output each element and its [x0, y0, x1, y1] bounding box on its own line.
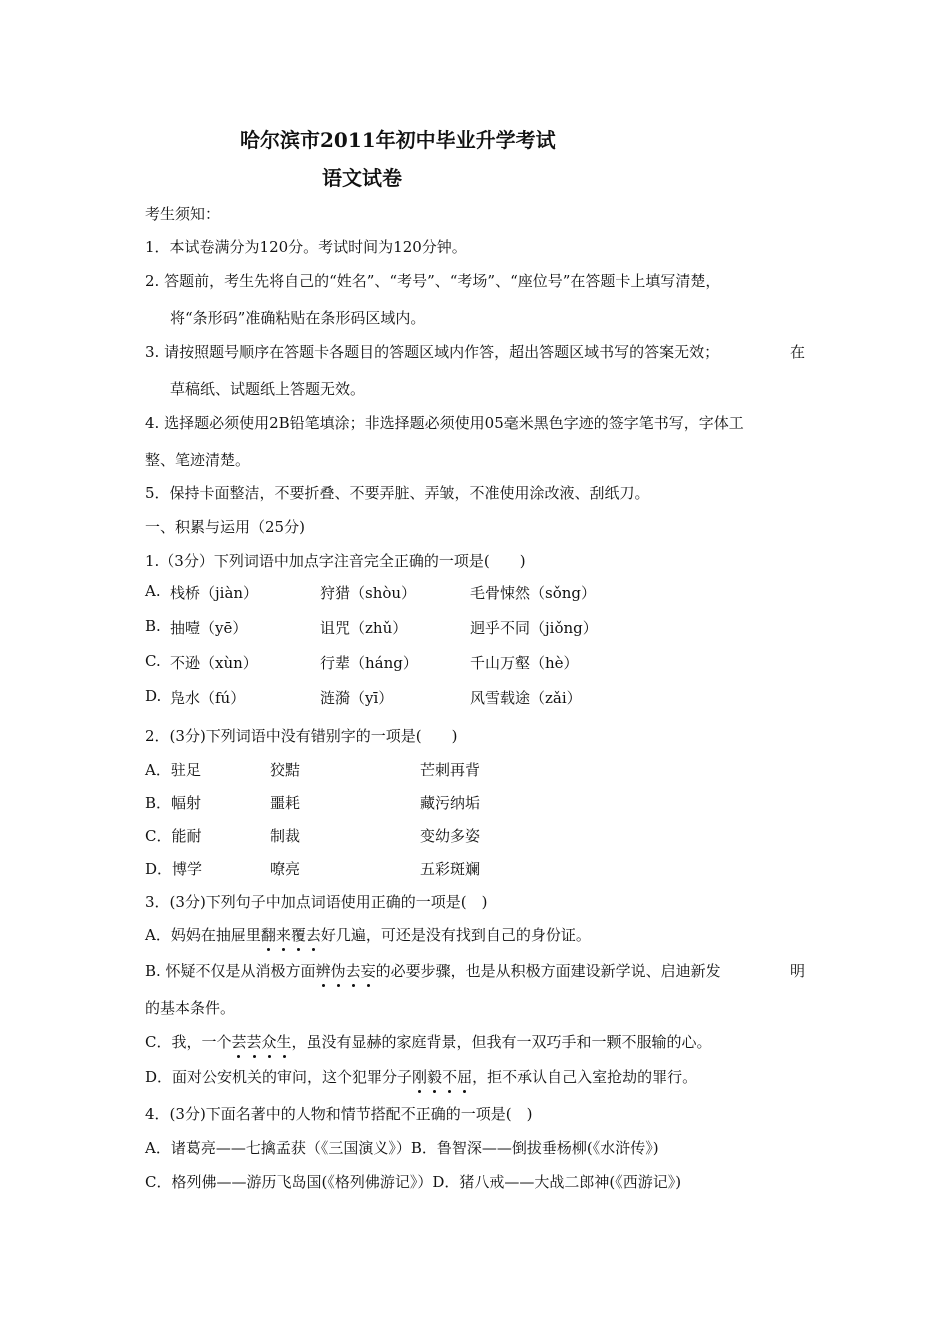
- dotted-phrase: [316, 962, 376, 980]
- option-term: 行辈（háng）: [320, 654, 418, 672]
- dotted-char: 伪: [330, 962, 346, 980]
- option-term: 狩猎（shòu）: [320, 584, 417, 602]
- option-term: D．博学: [145, 860, 203, 878]
- option-term: 狡黠: [270, 761, 301, 779]
- option-term: 涟漪（yī）: [320, 689, 394, 707]
- option-term: 变幼多姿: [420, 827, 481, 845]
- option-term: 迥乎不同（jiǒng）: [470, 619, 598, 637]
- sentence-text: A．妈妈在抽屉里: [145, 926, 261, 944]
- option-sentence: [145, 924, 591, 945]
- option-term: 诅咒（zhǔ）: [320, 619, 408, 637]
- question-stem: 3．(3分)下列句子中加点词语使用正确的一项是( ): [145, 893, 488, 911]
- dotted-char: 翻: [260, 926, 276, 944]
- option-line: C．格列佛——游历飞岛国(《格列佛游记》）D．猪八戒——大战二郎神(《西游记》): [145, 1173, 682, 1191]
- option-letter: B.: [145, 617, 161, 635]
- dotted-char: 覆: [290, 926, 306, 944]
- sentence-text: 的基本条件。: [145, 999, 236, 1017]
- option-sentence: [145, 1066, 697, 1087]
- notice-item: 整、笔迹清楚。: [145, 451, 251, 469]
- section-heading: 一、积累与运用（25分): [145, 518, 305, 536]
- sentence-text: 好几遍，可还是没有找到自己的身份证。: [320, 926, 591, 944]
- notice-item: 4. 选择题必须使用2B铅笔填涂；非选择题必须使用05毫米黑色字迹的签字笔书写，字体工: [145, 414, 744, 432]
- notice-item: 将“条形码”准确粘贴在条形码区域内。: [170, 309, 426, 327]
- option-term: 抽噎（yē）: [170, 619, 248, 637]
- dotted-char: 众: [261, 1033, 277, 1051]
- option-term: 芒刺再背: [420, 761, 481, 779]
- option-term: C．能耐: [145, 827, 202, 845]
- notice-item: 1．本试卷满分为120分。考试时间为120分钟。: [145, 238, 467, 256]
- page-subtitle: 语文试卷: [322, 166, 402, 190]
- notice-item: 在: [790, 343, 806, 361]
- dotted-char: 妄: [360, 962, 376, 980]
- dotted-char: 去: [345, 962, 361, 980]
- sentence-text: 的必要步骤，也是从积极方面建设新学说、启迪新发: [375, 962, 721, 980]
- option-term: 栈桥（jiàn）: [170, 584, 259, 602]
- option-term: 毛骨悚然（sǒng）: [470, 584, 596, 602]
- dotted-char: 去: [305, 926, 321, 944]
- sentence-text: ，虽没有显赫的家庭背景，但我有一双巧手和一颗不服输的心。: [291, 1033, 712, 1051]
- notice-item: 2. 答题前，考生先将自己的“姓名”、“考号”、“考场”、“座位号”在答题卡上填写清楚，: [145, 272, 721, 290]
- option-term: A．驻足: [145, 761, 201, 779]
- sentence-text: D．面对公安机关的审问，这个犯罪分子: [145, 1068, 413, 1086]
- dotted-char: 屈: [457, 1068, 473, 1086]
- option-line: A．诸葛亮——七擒孟获（《三国演义》）B．鲁智深——倒拔垂杨柳(《水浒传》): [145, 1139, 659, 1157]
- option-letter: C.: [145, 652, 161, 670]
- notice-heading: 考生须知：: [145, 205, 221, 223]
- dotted-phrase: [412, 1068, 472, 1086]
- option-sentence: [145, 960, 721, 981]
- option-letter: D.: [145, 687, 162, 705]
- option-term: 凫水（fú）: [170, 689, 246, 707]
- dotted-char: 不: [442, 1068, 458, 1086]
- sentence-text: ，拒不承认自己入室抢劫的罪行。: [472, 1068, 698, 1086]
- dotted-char: 毅: [427, 1068, 443, 1086]
- option-term: 噩耗: [270, 794, 301, 812]
- option-term: 五彩斑斓: [420, 860, 481, 878]
- option-term: 风雪载途（zǎi）: [470, 689, 582, 707]
- option-term: 不逊（xùn）: [170, 654, 258, 672]
- option-term: B．幅射: [145, 794, 202, 812]
- option-letter: A.: [145, 582, 161, 600]
- dotted-char: 来: [275, 926, 291, 944]
- question-stem: 4．(3分)下面名著中的人物和情节搭配不正确的一项是( ): [145, 1105, 533, 1123]
- page-title: 哈尔滨市2011年初中毕业升学考试: [240, 128, 556, 152]
- notice-item: 5．保持卡面整洁，不要折叠、不要弄脏、弄皱，不准使用涂改液、刮纸刀。: [145, 484, 650, 502]
- sentence-text: C．我，一个: [145, 1033, 232, 1051]
- sentence-text: B. 怀疑不仅是从消极方面: [145, 962, 316, 980]
- dotted-char: 刚: [412, 1068, 428, 1086]
- question-stem: 2．(3分)下列词语中没有错别字的一项是( ): [145, 727, 458, 745]
- option-term: 藏污纳垢: [420, 794, 481, 812]
- notice-item: 草稿纸、试题纸上答题无效。: [170, 380, 366, 398]
- dotted-phrase: [231, 1033, 291, 1051]
- dotted-char: 芸: [246, 1033, 262, 1051]
- notice-item: 3. 请按照题号顺序在答题卡各题目的答题区域内作答，超出答题区域书写的答案无效；: [145, 343, 720, 361]
- option-term: 嘹亮: [270, 860, 301, 878]
- option-term: 千山万壑（hè）: [470, 654, 579, 672]
- option-term: 制裁: [270, 827, 301, 845]
- question-stem: 1.（3分）下列词语中加点字注音完全正确的一项是( ): [145, 552, 526, 570]
- dotted-phrase: [261, 926, 321, 944]
- option-sentence: [145, 1031, 712, 1052]
- dotted-char: 芸: [231, 1033, 247, 1051]
- dotted-char: 生: [276, 1033, 292, 1051]
- sentence-text: 明: [790, 962, 806, 980]
- dotted-char: 辨: [315, 962, 331, 980]
